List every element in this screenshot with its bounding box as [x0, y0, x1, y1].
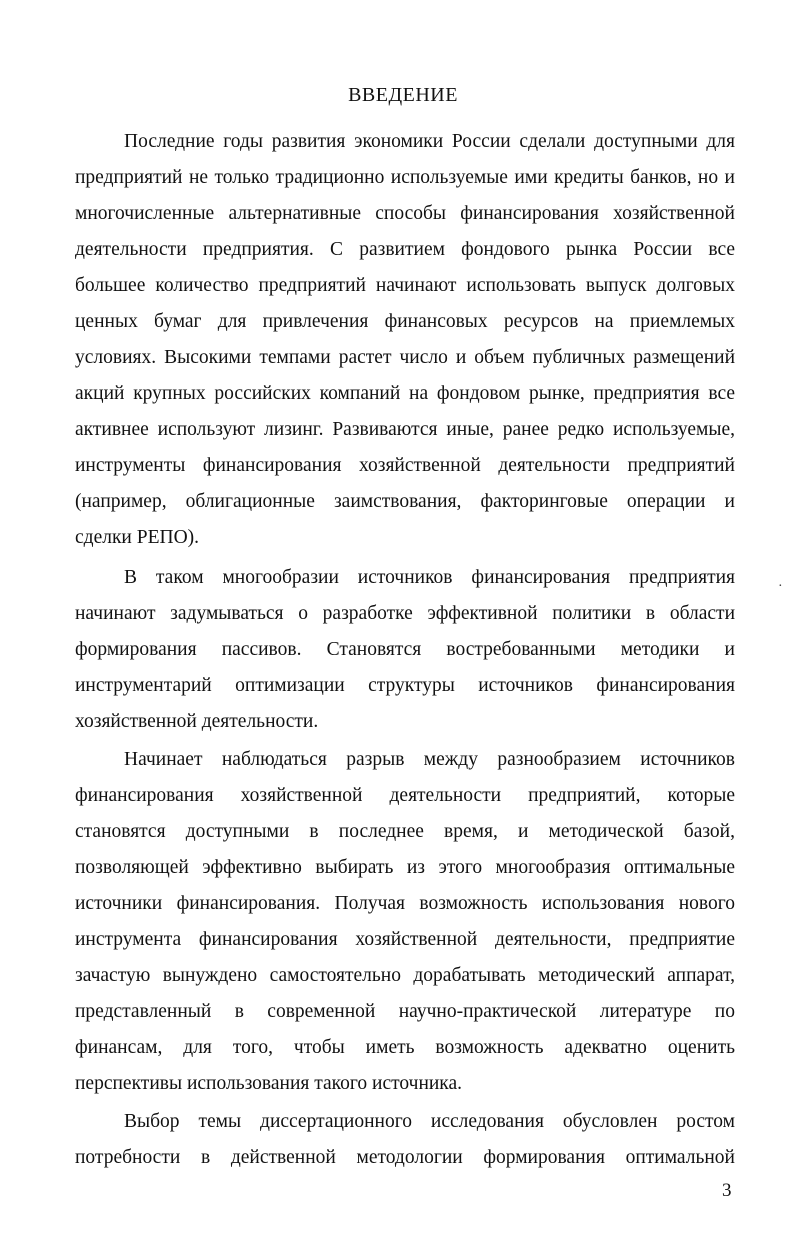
text-line: ценных бумаг для привлечения финансовых ресурсов на приемлемых — [75, 311, 735, 332]
section-heading: ВВЕДЕНИЕ — [348, 84, 458, 106]
text-line: Последние годы развития экономики России сделали доступными для — [124, 131, 735, 152]
text-line: формирования пассивов. Становятся востребованными методики и — [75, 639, 735, 660]
text-line: финансирования хозяйственной деятельности предприятий, которые — [75, 785, 735, 806]
text-line: финансам, для того, чтобы иметь возможность адекватно оценить — [75, 1037, 735, 1058]
text-line: позволяющей эффективно выбирать из этого многообразия оптимальные — [75, 857, 735, 878]
text-line: инструмента финансирования хозяйственной деятельности, предприятие — [75, 929, 735, 950]
text-line: источники финансирования. Получая возможность использования нового — [75, 893, 735, 914]
text-line: многочисленные альтернативные способы финансирования хозяйственной — [75, 203, 735, 224]
text-line: большее количество предприятий начинают использовать выпуск долговых — [75, 275, 735, 296]
text-line: активнее используют лизинг. Развиваются иные, ранее редко используемые, — [75, 419, 735, 440]
text-line: начинают задумываться о разработке эффективной политики в области — [75, 603, 735, 624]
text-line: инструменты финансирования хозяйственной деятельности предприятий — [75, 455, 735, 476]
text-line: сделки РЕПО). — [75, 527, 200, 548]
text-line: зачастую вынуждено самостоятельно дорабатывать методический аппарат, — [75, 965, 735, 986]
text-line: представленный в современной научно-практической литературе по — [75, 1001, 735, 1022]
text-line: (например, облигационные заимствования, факторинговые операции и — [75, 491, 735, 512]
text-line: Начинает наблюдаться разрыв между разнообразием источников — [124, 749, 735, 770]
text-line: Выбор темы диссертационного исследования обусловлен ростом — [124, 1111, 735, 1132]
stray-mark: · — [778, 579, 783, 594]
text-line: акций крупных российских компаний на фондовом рынке, предприятия все — [75, 383, 735, 404]
text-line: деятельности предприятия. С развитием фондового рынка России все — [75, 239, 735, 260]
text-line: В таком многообразии источников финансирования предприятия — [124, 567, 735, 588]
text-line: инструментарий оптимизации структуры источников финансирования — [75, 675, 735, 696]
text-line: потребности в действенной методологии формирования оптимальной — [75, 1147, 735, 1168]
page-number: 3 — [722, 1180, 732, 1201]
text-line: хозяйственной деятельности. — [75, 711, 319, 732]
text-line: предприятий не только традиционно используемые ими кредиты банков, но и — [75, 167, 735, 188]
text-line: условиях. Высокими темпами растет число и объем публичных размещений — [75, 347, 735, 368]
text-line: перспективы использования такого источника. — [75, 1073, 463, 1094]
text-line: становятся доступными в последнее время, и методической базой, — [75, 821, 735, 842]
